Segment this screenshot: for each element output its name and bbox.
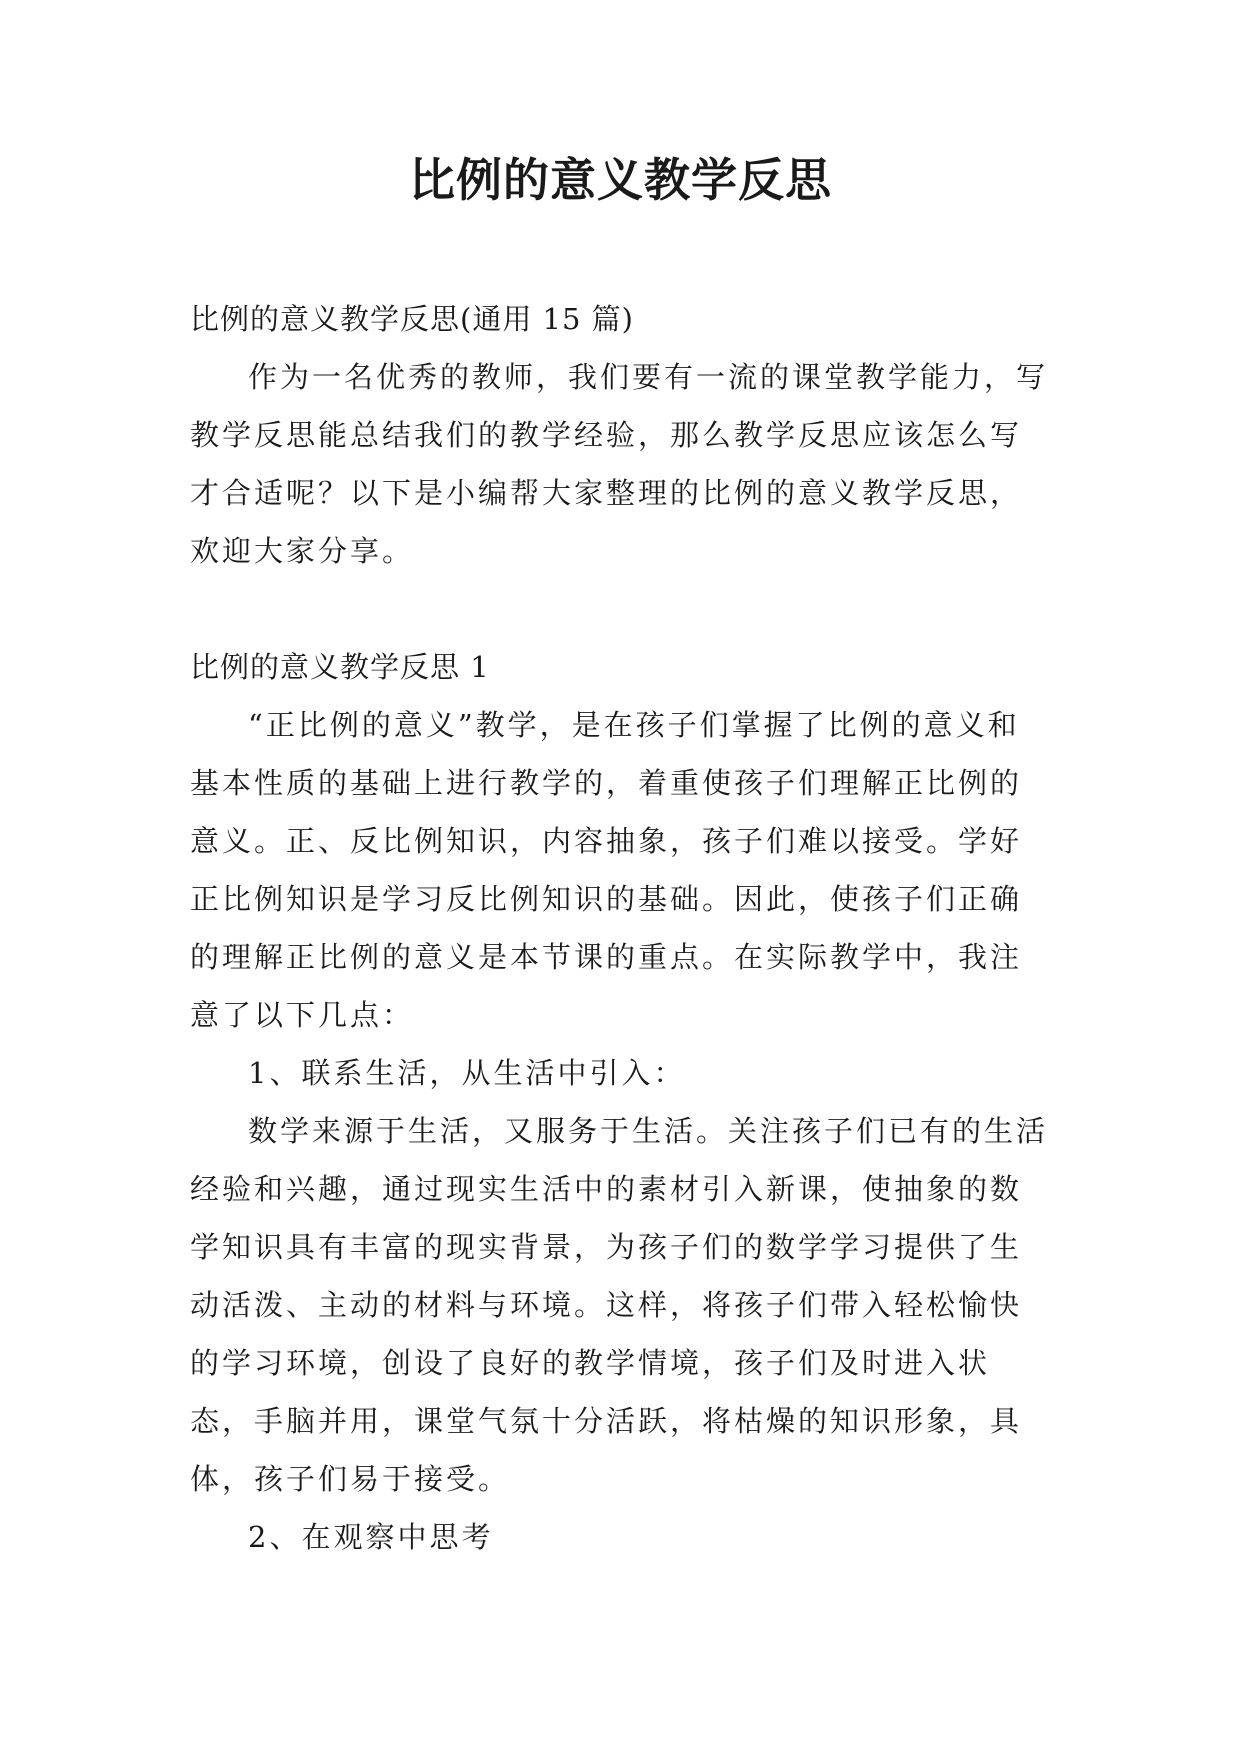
point-heading: 1、联系生活，从生活中引入： xyxy=(248,1056,686,1090)
section-gap xyxy=(190,580,1050,638)
document-body xyxy=(190,290,1050,1566)
document-title: 比例的意义教学反思 xyxy=(409,153,832,207)
section-heading: 比例的意义教学反思 1 xyxy=(190,650,490,684)
point-heading: 2、在观察中思考 xyxy=(248,1520,494,1554)
point-paragraph: 数学来源于生活，又服务于生活。关注孩子们已有的生活经验和兴趣，通过现实生活中的素材引入新课，使抽象的数学知识具有丰富的现实背景，为孩子们的数学学习提供了生动活泼、主动的材料与环境。这样，将孩子们带入轻松愉快的学习环境，创设了良好的教学情境，孩子们及时进入状态，手脑并用，课堂气氛十分活跃，将枯燥的知识形象，具体，孩子们易于接受。 xyxy=(190,1114,1049,1496)
intro-paragraph: 作为一名优秀的教师，我们要有一流的课堂教学能力，写教学反思能总结我们的教学经验，那么教学反思应该怎么写才合适呢？以下是小编帮大家整理的比例的意义教学反思，欢迎大家分享。 xyxy=(190,360,1049,568)
document-subtitle: 比例的意义教学反思(通用 15 篇) xyxy=(190,302,634,336)
section-paragraph: “正比例的意义”教学，是在孩子们掌握了比例的意义和基本性质的基础上进行教学的，着重使孩子们理解正比例的意义。正、反比例知识，内容抽象，孩子们难以接受。学好正比例知识是学习反比例知识的基础。因此，使孩子们正确的理解正比例的意义是本节课的重点。在实际教学中，我注意了以下几点： xyxy=(190,708,1023,1032)
